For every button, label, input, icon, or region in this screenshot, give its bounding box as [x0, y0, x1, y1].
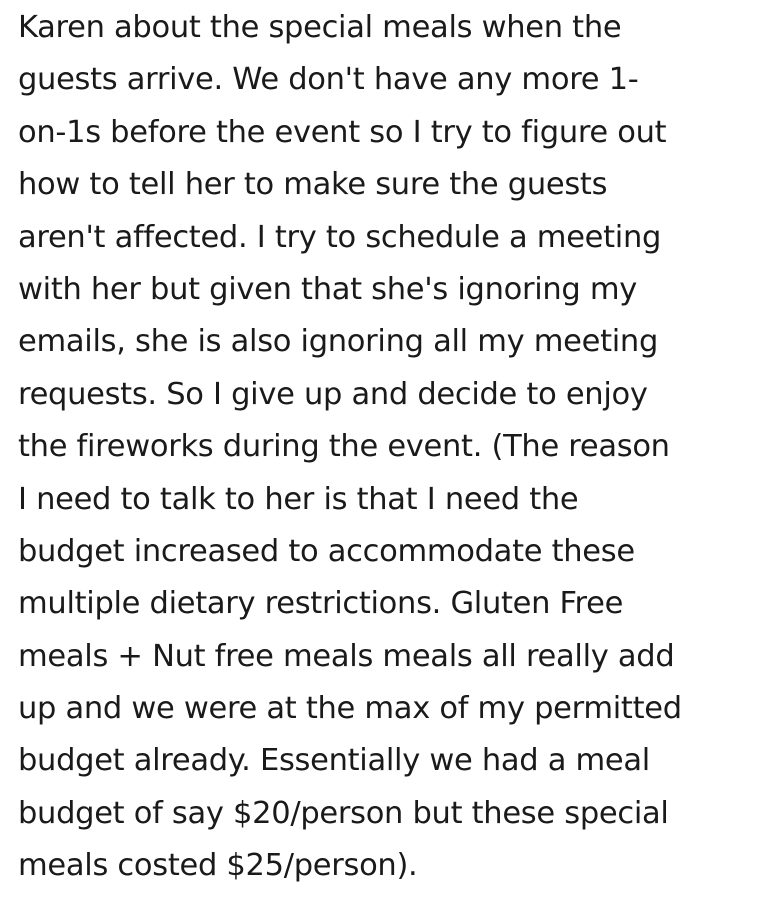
post-body-text — [18, 2, 758, 893]
text-line: how to tell her to make sure the guests — [18, 167, 608, 203]
text-line: I need to talk to her is that I need the — [18, 481, 579, 517]
text-line: guests arrive. We don't have any more 1- — [18, 62, 639, 98]
text-line: Karen about the special meals when the — [18, 10, 622, 45]
text-line: meals costed $25/person). — [18, 848, 418, 884]
text-line: on-1s before the event so I try to figure out — [18, 114, 667, 150]
text-line: the fireworks during the event. (The reason — [18, 429, 670, 465]
text-line: aren't affected. I try to schedule a meeting — [18, 219, 662, 255]
text-line: with her but given that she's ignoring my — [18, 271, 638, 307]
text-line: emails, she is also ignoring all my meeting — [18, 324, 659, 360]
text-line: budget increased to accommodate these — [18, 533, 635, 569]
text-line: multiple dietary restrictions. Gluten Free — [18, 586, 624, 622]
text-line: requests. So I give up and decide to enjoy — [18, 376, 648, 412]
text-line: meals + Nut free meals meals all really add — [18, 638, 675, 674]
text-line: budget already. Essentially we had a meal — [18, 743, 650, 779]
text-line: budget of say $20/person but these special — [18, 795, 669, 831]
text-line: up and we were at the max of my permitted — [18, 691, 682, 727]
